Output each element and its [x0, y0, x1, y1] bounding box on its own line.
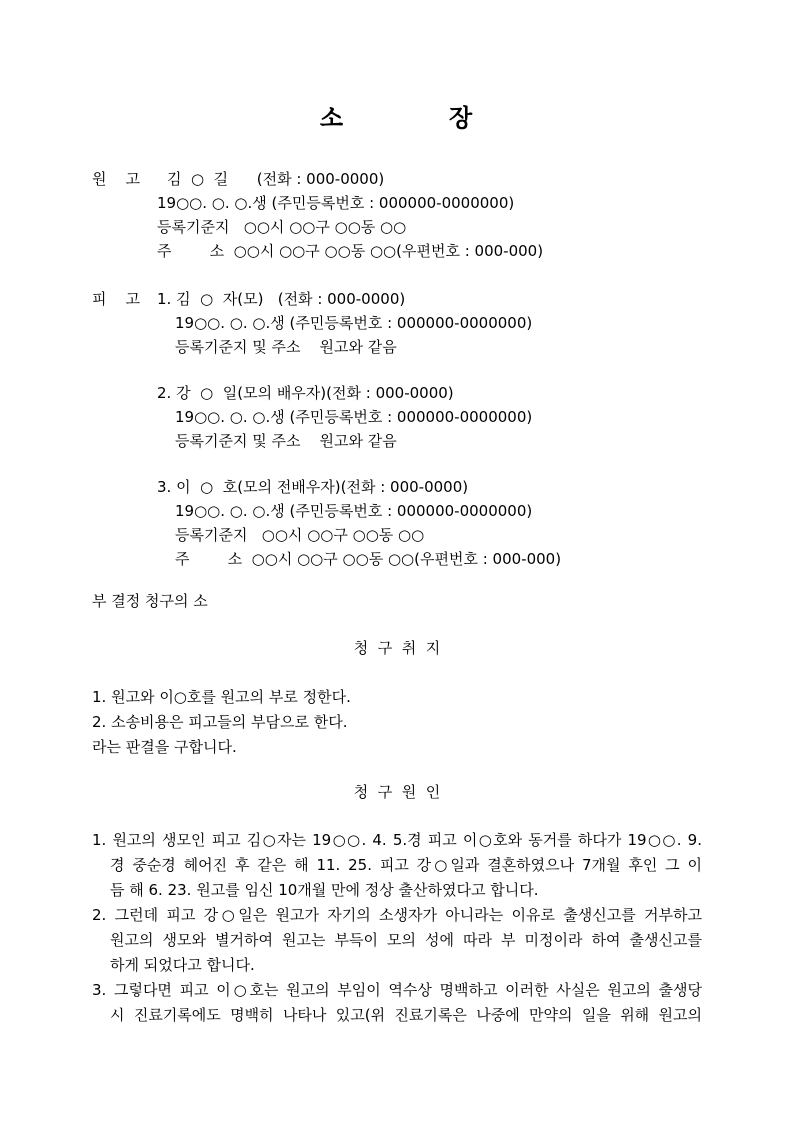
- defendant-birth-line: 19○○. ○. ○.생 (주민등록번호 : 000000-0000000): [175, 502, 533, 520]
- defendant-birth-line: 19○○. ○. ○.생 (주민등록번호 : 000000-0000000): [175, 408, 533, 426]
- claim-cause-paragraph-3: [92, 978, 702, 1028]
- plaintiff-block: [92, 167, 702, 263]
- defendant-address-line: 주 소 ○○시 ○○구 ○○동 ○○(우편번호 : 000-000): [175, 550, 562, 568]
- plaintiff-address-line: 주 소 ○○시 ○○구 ○○동 ○○(우편번호 : 000-000): [157, 242, 544, 260]
- claim-cause-line: 3. 그렇다면 피고 이○호는 원고의 부임이 역수상 명백하고 이러한 사실은 원고의 출생당: [92, 981, 702, 999]
- claim-cause-line: 2. 그런데 피고 강○일은 원고가 자기의 소생자가 아니라는 이유로 출생신고를 거부하고: [92, 906, 702, 924]
- plaintiff-label: 원 고: [92, 170, 141, 188]
- defendant-name-line: 3. 이 ○ 호(모의 전배우자)(전화 : 000-0000): [157, 478, 469, 496]
- defendant-entry-1: [157, 287, 702, 359]
- claim-cause-line: 시 진료기록에도 명백히 나타나 있고(위 진료기록은 나중에 만약의 일을 위해 원고의: [110, 1006, 702, 1024]
- plaintiff-registry-line: 등록기준지 ○○시 ○○구 ○○동 ○○: [157, 218, 407, 236]
- claim-cause-line: 하게 되었다고 합니다.: [110, 956, 255, 974]
- claim-cause-paragraph-2: [92, 903, 702, 978]
- claim-purpose-line-2: 2. 소송비용은 피고들의 부담으로 한다.: [92, 713, 348, 731]
- claim-cause-line: 경 중순경 헤어진 후 같은 해 11. 25. 피고 강○일과 결혼하였으나 7개월 후인 그 이: [110, 856, 702, 874]
- claim-cause-line: 듬 해 6. 23. 원고를 임신 10개월 만에 정상 출산하였다고 합니다.: [110, 881, 539, 899]
- defendant-registry-line: 등록기준지 및 주소 원고와 같음: [175, 432, 397, 450]
- claim-cause-body: [92, 828, 702, 1028]
- claim-cause-line: 1. 원고의 생모인 피고 김○자는 19○○. 4. 5.경 피고 이○호와 동거를 하다가 19○○. 9.: [92, 831, 702, 849]
- claim-purpose-closing-line: 라는 판결을 구합니다.: [92, 738, 237, 756]
- document-title: 소 장: [319, 104, 475, 132]
- claim-cause-line: 원고의 생모와 별거하여 원고는 부득이 모의 성에 따라 부 미정이라 하여 출생신고를: [110, 931, 702, 949]
- defendant-registry-line: 등록기준지 ○○시 ○○구 ○○동 ○○: [175, 526, 425, 544]
- defendant-name-line: 2. 강 ○ 일(모의 배우자)(전화 : 000-0000): [157, 384, 454, 402]
- case-title: 부 결정 청구의 소: [92, 592, 208, 610]
- plaintiff-details: [157, 167, 702, 263]
- defendant-registry-line: 등록기준지 및 주소 원고와 같음: [175, 338, 397, 356]
- claim-purpose-list: [92, 685, 702, 760]
- defendant-entry-2: [157, 381, 702, 453]
- claim-cause-paragraph-1: [92, 828, 702, 903]
- claim-purpose-line-1: 1. 원고와 이○호를 원고의 부로 정한다.: [92, 688, 351, 706]
- defendant-entry-3: [157, 475, 702, 571]
- defendant-block: [92, 287, 702, 571]
- defendant-name-line: 1. 김 ○ 자(모) (전화 : 000-0000): [157, 290, 406, 308]
- defendant-label: 피 고: [92, 290, 141, 308]
- defendant-birth-line: 19○○. ○. ○.생 (주민등록번호 : 000000-0000000): [175, 314, 533, 332]
- plaintiff-birth-line: 19○○. ○. ○.생 (주민등록번호 : 000000-0000000): [157, 194, 515, 212]
- claim-cause-heading: 청 구 원 인: [353, 783, 441, 801]
- plaintiff-name-line: 김 ○ 길 (전화 : 000-0000): [167, 170, 385, 188]
- claim-purpose-heading: 청 구 취 지: [353, 639, 441, 657]
- defendant-details: [157, 287, 702, 571]
